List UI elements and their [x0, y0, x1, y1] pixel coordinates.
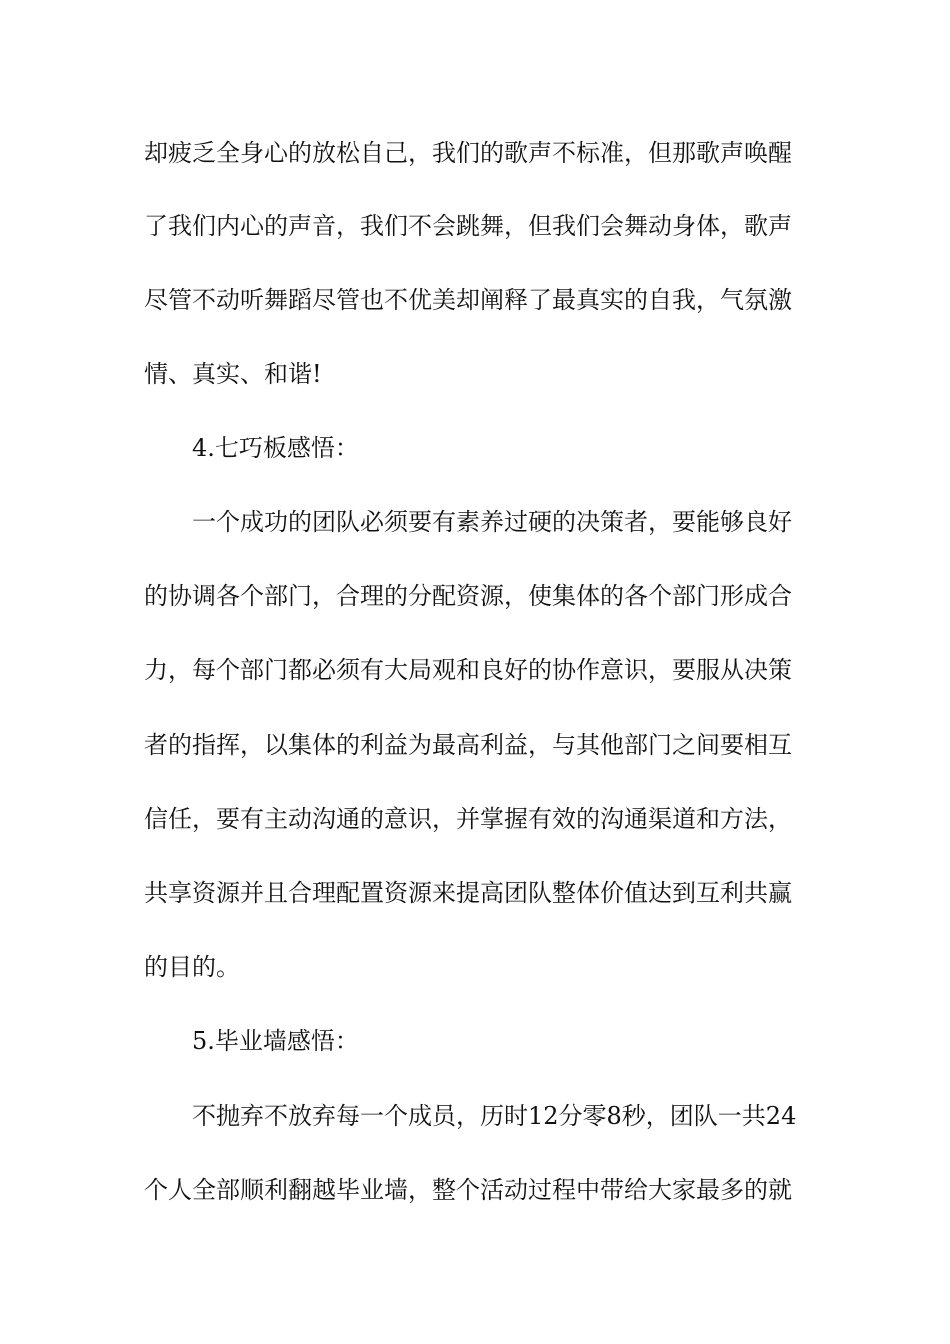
section-heading: 5.毕业墙感悟：	[192, 1027, 359, 1055]
paragraph-line: 却疲乏全身心的放松自己，我们的歌声不标准，但那歌声唤醒	[144, 139, 792, 167]
section-heading: 4.七巧板感悟：	[192, 434, 359, 462]
paragraph-line: 的目的。	[144, 953, 240, 981]
paragraph-line: 的协调各个部门，合理的分配资源，使集体的各个部门形成合	[144, 582, 792, 610]
paragraph-line: 不抛弃不放弃每一个成员，历时12分零8秒，团队一共24	[192, 1102, 797, 1130]
paragraph-line: 个人全部顺利翻越毕业墙，整个活动过程中带给大家最多的就	[144, 1176, 792, 1204]
paragraph-line: 信任，要有主动沟通的意识，并掌握有效的沟通渠道和方法，	[144, 805, 792, 833]
paragraph-line: 者的指挥，以集体的利益为最高利益，与其他部门之间要相互	[144, 731, 792, 759]
paragraph-line: 了我们内心的声音，我们不会跳舞，但我们会舞动身体，歌声	[144, 212, 792, 240]
paragraph-line: 情、真实、和谐!	[144, 360, 322, 388]
paragraph-line: 尽管不动听舞蹈尽管也不优美却阐释了最真实的自我，气氛激	[144, 286, 792, 314]
paragraph-line: 一个成功的团队必须要有素养过硬的决策者，要能够良好	[192, 508, 792, 536]
paragraph-line: 力，每个部门都必须有大局观和良好的协作意识，要服从决策	[144, 656, 792, 684]
paragraph-line: 共享资源并且合理配置资源来提高团队整体价值达到互利共赢	[144, 879, 792, 907]
